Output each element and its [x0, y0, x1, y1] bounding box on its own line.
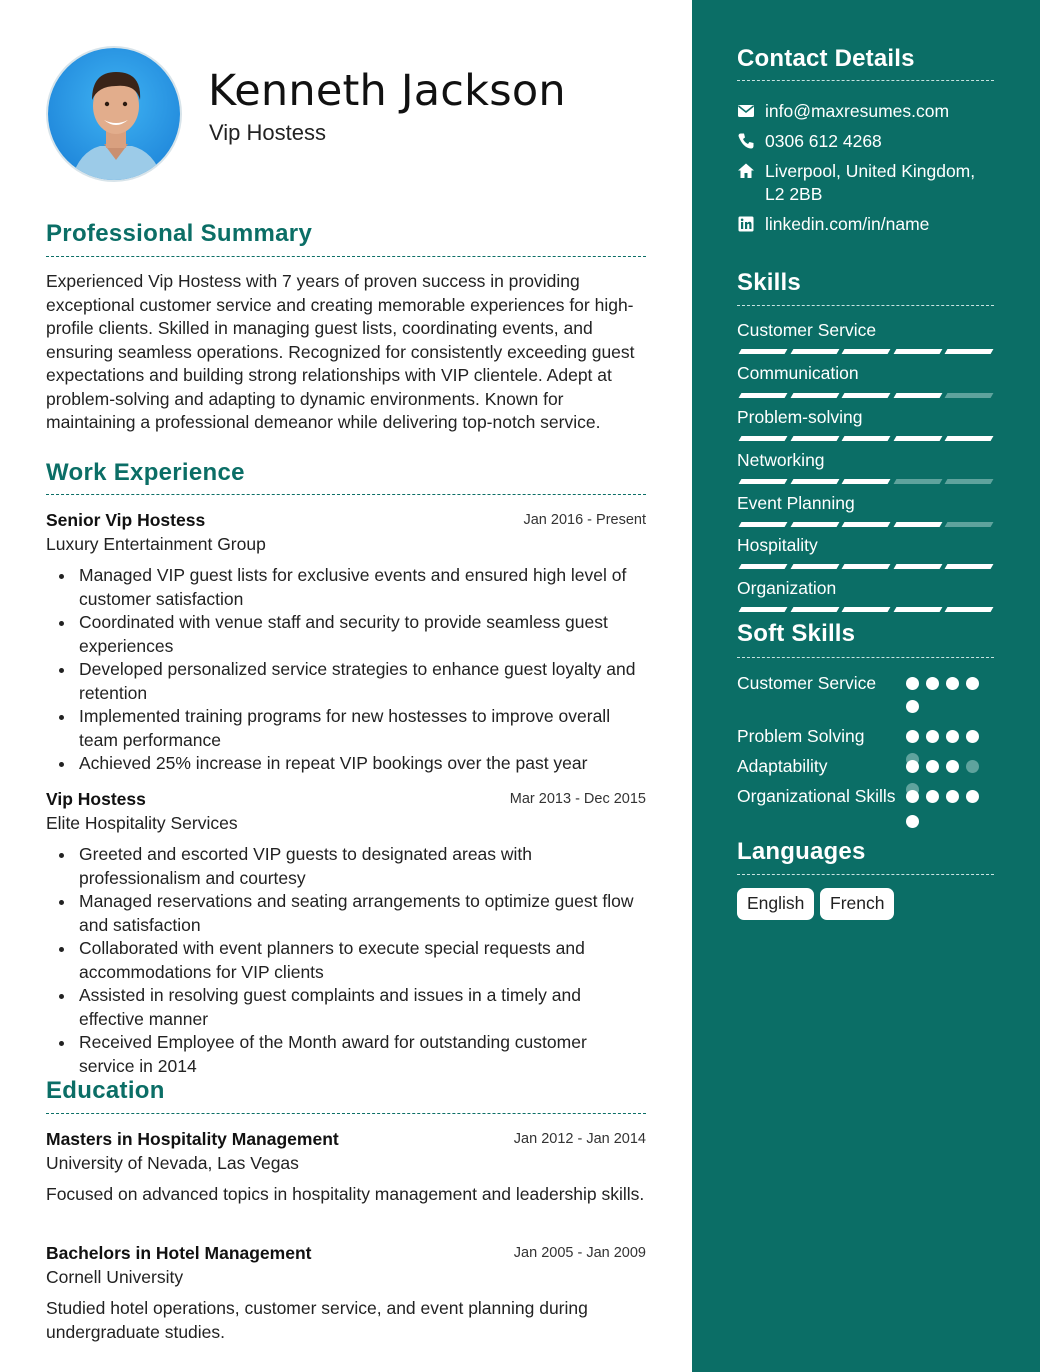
soft-skill-rating-dot	[966, 760, 979, 773]
home-icon	[737, 162, 755, 180]
candidate-job-title: Vip Hostess	[209, 120, 326, 145]
soft-skill-rating-dot	[966, 677, 979, 690]
skill-bar-segment	[842, 522, 891, 527]
email-text: info@maxresumes.com	[765, 101, 950, 121]
soft-skills-heading: Soft Skills	[737, 620, 856, 647]
school-name: Cornell University	[46, 1267, 184, 1287]
address-line-1: Liverpool, United Kingdom,	[765, 161, 976, 181]
language-pill: French	[820, 888, 894, 920]
skill-bar-segment	[842, 607, 891, 612]
skill-bar-segment	[739, 436, 788, 441]
skill-bar-segment	[893, 479, 942, 484]
soft-skill-rating-dot	[906, 700, 919, 713]
soft-skill-rating-dot	[926, 730, 939, 743]
soft-skill-rating-dot	[966, 730, 979, 743]
skill-bar-segment	[945, 479, 994, 484]
skill-bar-segment	[790, 522, 839, 527]
soft-skill-rating-dot	[946, 730, 959, 743]
bullet-item: Managed VIP guest lists for exclusive events and ensured high level of customer satisfaction	[46, 564, 646, 611]
skill-bar-segment	[945, 522, 994, 527]
envelope-icon	[737, 102, 755, 120]
soft-skill-rating-dot	[946, 790, 959, 803]
experience-heading: Work Experience	[46, 459, 245, 486]
phone-text: 0306 612 4268	[765, 131, 882, 151]
job-bullets	[46, 843, 646, 1078]
skill-name: Event Planning	[737, 493, 855, 513]
languages-heading: Languages	[737, 838, 866, 865]
soft-skill-rating-dot	[906, 760, 919, 773]
summary-heading: Professional Summary	[46, 220, 313, 247]
skill-rating-bar	[737, 522, 994, 529]
skill-bar-segment	[842, 564, 891, 569]
skill-bar-segment	[893, 564, 942, 569]
soft-skill-rating-dot	[906, 790, 919, 803]
candidate-name: Kenneth Jackson	[208, 66, 566, 116]
soft-skill-rating-dot	[926, 760, 939, 773]
skill-bar-segment	[739, 607, 788, 612]
experience-divider	[46, 494, 646, 495]
skill-bar-segment	[790, 607, 839, 612]
skill-bar-segment	[893, 607, 942, 612]
school-name: University of Nevada, Las Vegas	[46, 1153, 299, 1173]
skill-bar-segment	[739, 564, 788, 569]
bullet-item: Collaborated with event planners to execute special requests and accommodations for VIP clients	[46, 937, 646, 984]
linkedin-text: linkedin.com/in/name	[765, 214, 930, 234]
language-pill: English	[737, 888, 814, 920]
bullet-item: Implemented training programs for new hostesses to improve overall team performance	[46, 705, 646, 752]
degree-title: Masters in Hospitality Management	[46, 1129, 339, 1149]
bullet-item: Managed reservations and seating arrangements to optimize guest flow and satisfaction	[46, 890, 646, 937]
contact-divider	[737, 80, 994, 81]
job-company: Luxury Entertainment Group	[46, 534, 266, 554]
soft-skill-rating-dot	[966, 790, 979, 803]
skill-bar-segment	[842, 393, 891, 398]
summary-divider	[46, 256, 646, 257]
skill-bar-segment	[790, 479, 839, 484]
bullet-item: Developed personalized service strategies to enhance guest loyalty and retention	[46, 658, 646, 705]
job-bullets	[46, 564, 646, 776]
contact-phone[interactable]	[737, 130, 994, 154]
education-dates: Jan 2005 - Jan 2009	[513, 1245, 646, 1261]
job-entry	[46, 789, 646, 1078]
job-entry	[46, 510, 646, 776]
skills-heading: Skills	[737, 269, 801, 296]
skill-bar-segment	[842, 479, 891, 484]
education-entry	[46, 1129, 646, 1207]
skill-bar-segment	[739, 479, 788, 484]
skills-divider	[737, 305, 994, 306]
skill-bar-segment	[945, 564, 994, 569]
soft-skill-rating-dot	[906, 677, 919, 690]
skill-name: Customer Service	[737, 320, 877, 340]
education-description: Studied hotel operations, customer service, and event planning during undergraduate studies.	[46, 1298, 588, 1342]
degree-title: Bachelors in Hotel Management	[46, 1243, 312, 1263]
job-dates: Jan 2016 - Present	[523, 512, 646, 528]
skill-bar-segment	[945, 349, 994, 354]
address-line-2: L2 2BB	[765, 184, 823, 204]
job-title: Vip Hostess	[46, 789, 146, 809]
skill-rating-bar	[737, 479, 994, 486]
skill-bar-segment	[893, 436, 942, 441]
skill-rating-bar	[737, 349, 994, 356]
soft-skill-rating-dot	[926, 677, 939, 690]
skill-bar-segment	[893, 349, 942, 354]
skill-bar-segment	[842, 436, 891, 441]
skill-name: Networking	[737, 450, 825, 470]
phone-icon	[737, 132, 755, 150]
skill-rating-bar	[737, 393, 994, 400]
soft-skill-name: Problem Solving	[737, 726, 865, 746]
avatar	[46, 46, 182, 182]
soft-skill-rating-dot	[926, 790, 939, 803]
skill-bar-segment	[739, 522, 788, 527]
skill-bar-segment	[790, 393, 839, 398]
bullet-item: Assisted in resolving guest complaints and issues in a timely and effective manner	[46, 984, 646, 1031]
soft-skill-rating-dot	[906, 815, 919, 828]
soft-skill-rating-dot	[906, 730, 919, 743]
soft-skill-name: Organizational Skills	[737, 786, 896, 806]
skill-bar-segment	[790, 349, 839, 354]
education-description: Focused on advanced topics in hospitality management and leadership skills.	[46, 1184, 645, 1204]
soft-skills-divider	[737, 657, 994, 658]
skill-name: Communication	[737, 363, 859, 383]
skill-bar-segment	[739, 349, 788, 354]
skill-rating-bar	[737, 607, 994, 614]
skill-name: Problem-solving	[737, 407, 863, 427]
bullet-item: Coordinated with venue staff and security to provide seamless guest experiences	[46, 611, 646, 658]
soft-skill-rating-dot	[946, 677, 959, 690]
education-heading: Education	[46, 1077, 165, 1104]
education-dates: Jan 2012 - Jan 2014	[513, 1131, 646, 1147]
skill-bar-segment	[842, 349, 891, 354]
linkedin-icon	[737, 215, 755, 233]
skill-name: Hospitality	[737, 535, 818, 555]
skill-bar-segment	[945, 436, 994, 441]
education-divider	[46, 1113, 646, 1114]
contact-linkedin[interactable]	[737, 213, 994, 237]
soft-skill-rating-dot	[946, 760, 959, 773]
job-company: Elite Hospitality Services	[46, 813, 238, 833]
contact-heading: Contact Details	[737, 45, 915, 72]
contact-address	[737, 160, 994, 208]
skill-bar-segment	[790, 436, 839, 441]
job-dates: Mar 2013 - Dec 2015	[509, 791, 646, 807]
soft-skill-name: Adaptability	[737, 756, 828, 776]
skill-bar-segment	[739, 393, 788, 398]
skill-bar-segment	[790, 564, 839, 569]
skill-name: Organization	[737, 578, 837, 598]
education-entry	[46, 1243, 646, 1344]
bullet-item: Greeted and escorted VIP guests to designated areas with professionalism and courtesy	[46, 843, 646, 890]
skill-rating-bar	[737, 436, 994, 443]
skill-rating-bar	[737, 564, 994, 571]
bullet-item: Received Employee of the Month award for outstanding customer service in 2014	[46, 1031, 646, 1078]
skill-bar-segment	[893, 393, 942, 398]
skill-bar-segment	[893, 522, 942, 527]
skill-bar-segment	[945, 393, 994, 398]
languages-divider	[737, 874, 994, 875]
skill-bar-segment	[945, 607, 994, 612]
job-title: Senior Vip Hostess	[46, 510, 206, 530]
contact-email[interactable]	[737, 100, 994, 124]
soft-skill-name: Customer Service	[737, 673, 877, 693]
bullet-item: Achieved 25% increase in repeat VIP bookings over the past year	[46, 752, 646, 776]
summary-text: Experienced Vip Hostess with 7 years of proven success in providing exceptional customer service and creating memorable experiences for high-profile clients. Skilled in managing guest lists, coordinating events, and ensuring seamless operations. Recognized for consistently exceeding guest expectations and building strong relationships with VIP clientele. Adept at problem-solving and adapting to dynamic environments. Known for maintaining a professional demeanor while delivering top-notch service.	[46, 271, 635, 432]
portrait-photo	[48, 48, 182, 182]
